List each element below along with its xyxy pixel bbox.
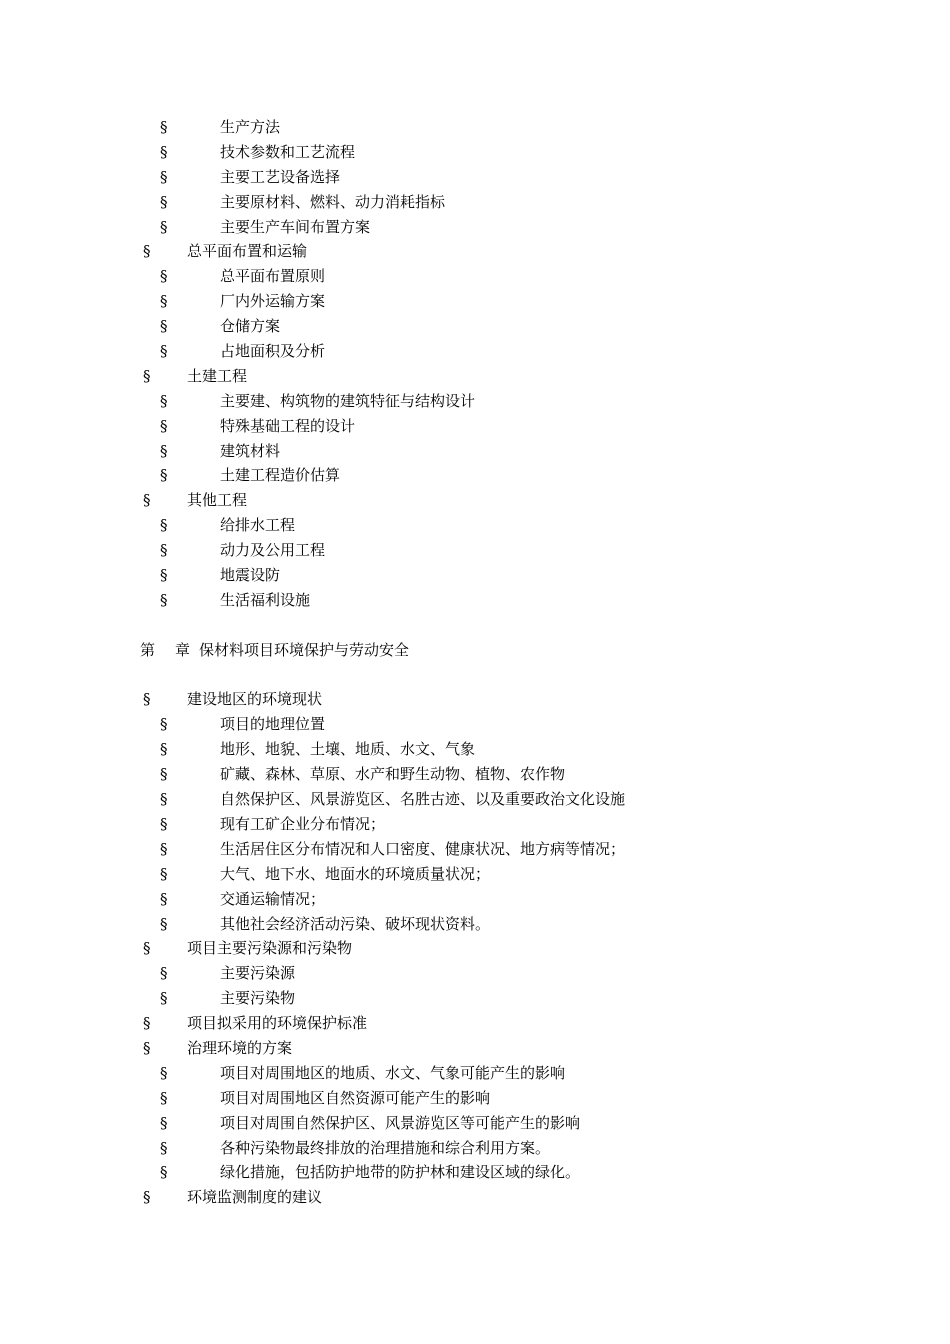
section-item-text: 项目拟采用的环境保护标准: [187, 1014, 368, 1033]
section-item-text: 建设地区的环境现状: [187, 690, 323, 709]
section-symbol: §: [160, 590, 168, 609]
subsection-item: [0, 812, 950, 837]
section-item: [0, 1036, 950, 1061]
section-symbol: §: [160, 342, 168, 361]
section-symbol: §: [160, 167, 168, 186]
subsection-item: [0, 339, 950, 364]
subsection-item-text: 主要工艺设备选择: [220, 167, 341, 186]
subsection-item: [0, 986, 950, 1011]
subsection-item: [0, 414, 950, 439]
subsection-item: [0, 314, 950, 339]
subsection-item-text: 项目对周围地区的地质、水文、气象可能产生的影响: [220, 1063, 566, 1082]
subsection-item: [0, 289, 950, 314]
subsection-item-text: 仓储方案: [220, 317, 281, 336]
section-symbol: §: [160, 566, 168, 585]
section-symbol: §: [160, 1063, 168, 1082]
chapter-prefix: 第: [140, 640, 156, 659]
subsection-item: [0, 1111, 950, 1136]
subsection-item-text: 建筑材料: [220, 441, 281, 460]
section-symbol: §: [160, 1088, 168, 1107]
subsection-item-text: 现有工矿企业分布情况；: [220, 814, 386, 833]
subsection-item-text: 占地面积及分析: [220, 342, 326, 361]
section-symbol: §: [160, 391, 168, 410]
section-symbol: §: [160, 1113, 168, 1132]
section-item-text: 其他工程: [187, 491, 248, 510]
subsection-item-text: 绿化措施，包括防护地带的防护林和建设区域的绿化。: [220, 1163, 581, 1182]
section-symbol: §: [160, 814, 168, 833]
section-item: [0, 1011, 950, 1036]
subsection-item-text: 土建工程造价估算: [220, 466, 341, 485]
subsection-item-text: 矿藏、森林、草原、水产和野生动物、植物、农作物: [220, 765, 566, 784]
subsection-item: [0, 190, 950, 215]
subsection-item: [0, 762, 950, 787]
subsection-item-text: 其他社会经济活动污染、破坏现状资料。: [220, 914, 491, 933]
section-symbol: §: [160, 441, 168, 460]
section-symbol: §: [160, 790, 168, 809]
section-symbol: §: [143, 491, 151, 510]
section-symbol: §: [160, 317, 168, 336]
subsection-item: [0, 538, 950, 563]
chapter-suffix: 章: [175, 640, 191, 659]
section-symbol: §: [160, 292, 168, 311]
blank-line: [0, 613, 950, 638]
section-item: [0, 936, 950, 961]
section-item-text: 环境监测制度的建议: [187, 1188, 323, 1207]
section-item-text: 总平面布置和运输: [187, 242, 308, 261]
section-item: [0, 1185, 950, 1210]
section-symbol: §: [160, 989, 168, 1008]
section-symbol: §: [160, 864, 168, 883]
subsection-item-text: 生活福利设施: [220, 590, 311, 609]
section-symbol: §: [143, 1188, 151, 1207]
section-symbol: §: [143, 939, 151, 958]
document-page: [0, 115, 950, 1210]
subsection-item: [0, 712, 950, 737]
subsection-item-text: 厂内外运输方案: [220, 292, 326, 311]
subsection-item-text: 项目对周围自然保护区、风景游览区等可能产生的影响: [220, 1113, 581, 1132]
section-symbol: §: [160, 516, 168, 535]
subsection-item: [0, 165, 950, 190]
section-symbol: §: [160, 964, 168, 983]
section-symbol: §: [143, 366, 151, 385]
subsection-item-text: 技术参数和工艺流程: [220, 142, 356, 161]
chapter-heading: [0, 638, 950, 663]
subsection-item-text: 给排水工程: [220, 516, 296, 535]
subsection-item: [0, 737, 950, 762]
section-symbol: §: [160, 118, 168, 136]
section-symbol: §: [160, 416, 168, 435]
subsection-item: [0, 389, 950, 414]
section-item-text: 土建工程: [187, 366, 248, 385]
blank-line: [0, 663, 950, 688]
subsection-item: [0, 787, 950, 812]
subsection-item: [0, 140, 950, 165]
section-symbol: §: [160, 192, 168, 211]
subsection-item: [0, 439, 950, 464]
subsection-item: [0, 961, 950, 986]
subsection-item-text: 生活居住区分布情况和人口密度、健康状况、地方病等情况；: [220, 839, 626, 858]
chapter-title: 保材料项目环境保护与劳动安全: [199, 640, 410, 659]
subsection-item-text: 主要污染源: [220, 964, 296, 983]
subsection-item: [0, 463, 950, 488]
subsection-item-text: 大气、地下水、地面水的环境质量状况；: [220, 864, 491, 883]
section-symbol: §: [160, 541, 168, 560]
section-symbol: §: [160, 466, 168, 485]
section-symbol: §: [160, 839, 168, 858]
subsection-item-text: 自然保护区、风景游览区、名胜古迹、以及重要政治文化设施: [220, 790, 626, 809]
section-symbol: §: [160, 765, 168, 784]
subsection-item-text: 主要原材料、燃料、动力消耗指标: [220, 192, 446, 211]
subsection-item-text: 项目对周围地区自然资源可能产生的影响: [220, 1088, 491, 1107]
subsection-item: [0, 837, 950, 862]
subsection-item: [0, 588, 950, 613]
subsection-item-text: 主要生产车间布置方案: [220, 217, 371, 236]
subsection-item: [0, 264, 950, 289]
section-symbol: §: [143, 1038, 151, 1057]
subsection-item: [0, 115, 950, 140]
subsection-item-text: 地形、地貌、土壤、地质、水文、气象: [220, 740, 476, 759]
section-symbol: §: [143, 242, 151, 261]
subsection-item-text: 各种污染物最终排放的治理措施和综合利用方案。: [220, 1138, 551, 1157]
subsection-item-text: 生产方法: [220, 118, 281, 136]
subsection-item: [0, 513, 950, 538]
subsection-item: [0, 215, 950, 240]
subsection-item-text: 主要建、构筑物的建筑特征与结构设计: [220, 391, 476, 410]
subsection-item: [0, 563, 950, 588]
section-symbol: §: [160, 1163, 168, 1182]
subsection-item-text: 项目的地理位置: [220, 715, 326, 734]
section-symbol: §: [160, 1138, 168, 1157]
section-symbol: §: [160, 914, 168, 933]
subsection-item-text: 特殊基础工程的设计: [220, 416, 356, 435]
section-symbol: §: [160, 267, 168, 286]
section-item-text: 项目主要污染源和污染物: [187, 939, 353, 958]
subsection-item-text: 地震设防: [220, 566, 281, 585]
subsection-item: [0, 887, 950, 912]
section-symbol: §: [160, 715, 168, 734]
section-item: [0, 239, 950, 264]
subsection-item: [0, 1086, 950, 1111]
subsection-item: [0, 912, 950, 937]
subsection-item-text: 交通运输情况；: [220, 889, 326, 908]
subsection-item: [0, 1061, 950, 1086]
section-symbol: §: [160, 740, 168, 759]
section-item: [0, 488, 950, 513]
section-item-text: 治理环境的方案: [187, 1038, 293, 1057]
section-item: [0, 687, 950, 712]
section-symbol: §: [160, 217, 168, 236]
subsection-item-text: 总平面布置原则: [220, 267, 326, 286]
subsection-item-text: 动力及公用工程: [220, 541, 326, 560]
subsection-item-text: 主要污染物: [220, 989, 296, 1008]
section-item: [0, 364, 950, 389]
subsection-item: [0, 1160, 950, 1185]
subsection-item: [0, 1136, 950, 1161]
section-symbol: §: [143, 1014, 151, 1033]
section-symbol: §: [160, 142, 168, 161]
subsection-item: [0, 862, 950, 887]
section-symbol: §: [143, 690, 151, 709]
section-symbol: §: [160, 889, 168, 908]
